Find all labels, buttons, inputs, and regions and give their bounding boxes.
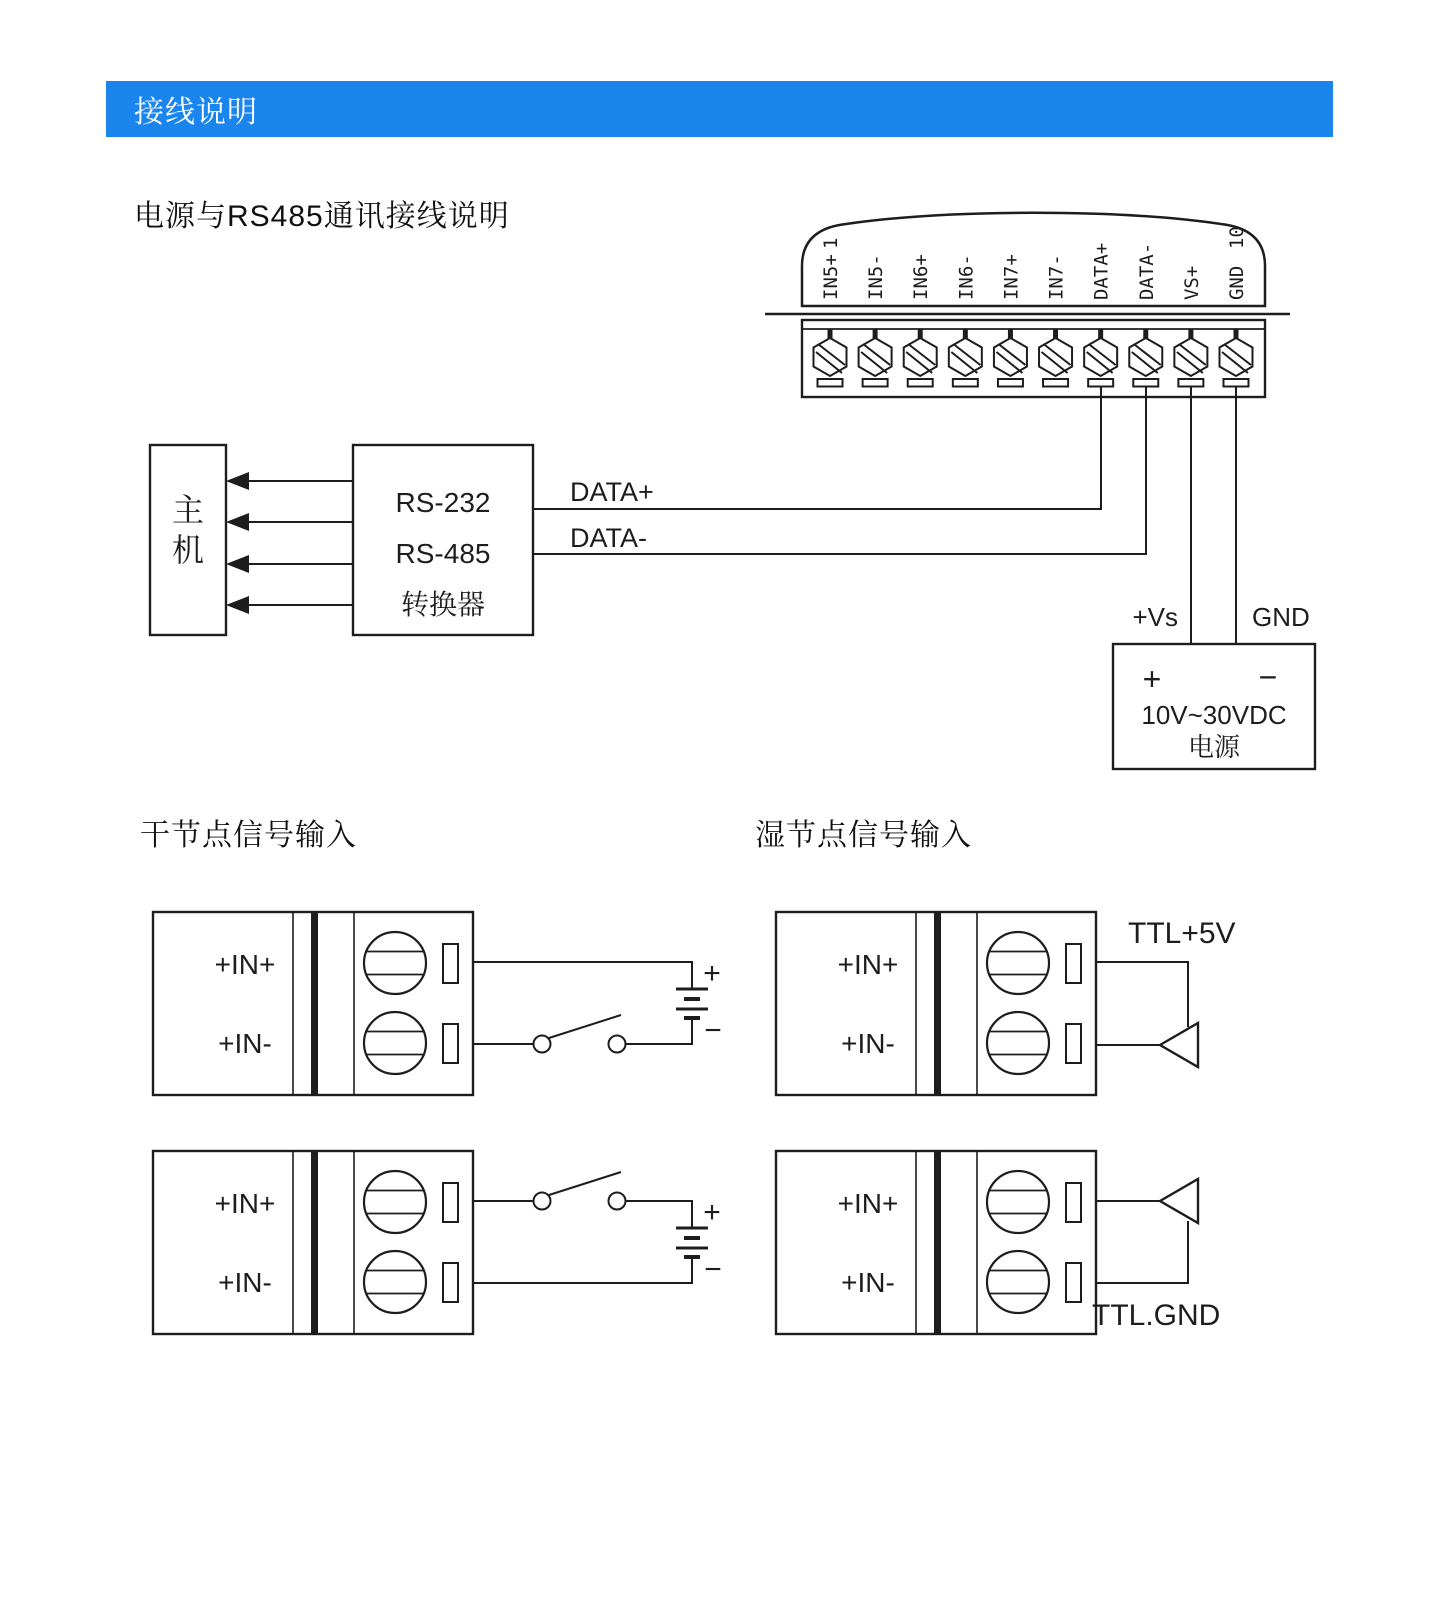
ttl-driver-icon xyxy=(1160,1179,1198,1223)
wire-clamp xyxy=(863,379,888,387)
rs485-wires xyxy=(533,386,1236,644)
in-plus-label: +IN+ xyxy=(837,949,899,980)
in-plus-label: +IN+ xyxy=(837,1188,899,1219)
pin-label: DATA+ xyxy=(1090,242,1113,300)
clamp-terminal xyxy=(443,1263,458,1302)
wire-clamp xyxy=(998,379,1023,387)
power-supply-box xyxy=(1113,644,1315,769)
clamp-terminal xyxy=(1066,1183,1081,1222)
wire-clamp xyxy=(1088,379,1113,387)
battery-minus-label: − xyxy=(704,1253,722,1286)
pin-label: GND xyxy=(1225,265,1248,300)
screw-terminal-icon xyxy=(987,1012,1049,1074)
converter-box xyxy=(353,445,533,635)
screw-icon xyxy=(859,338,892,376)
screw-terminal-icon xyxy=(364,1171,426,1233)
block-divider-bar xyxy=(311,912,318,1095)
section-title-power-rs485: 电源与RS485通讯接线说明 xyxy=(134,200,510,233)
wire-clamp xyxy=(953,379,978,387)
ttl-driver-icon xyxy=(1160,1023,1198,1067)
arrow-left-icon xyxy=(226,555,353,573)
data-minus-label: DATA- xyxy=(570,523,647,553)
clamp-terminal xyxy=(1066,944,1081,983)
converter-label-2: RS-485 xyxy=(395,538,491,569)
arrow-left-icon xyxy=(226,513,353,531)
circuit-wires xyxy=(1096,1201,1188,1283)
dry-contact-block-2 xyxy=(153,1151,722,1334)
screw-icon xyxy=(1219,338,1252,376)
power-name-label: 电源 xyxy=(1187,732,1241,762)
power-plus-label: + xyxy=(1142,661,1162,697)
pin-number-label: 1 xyxy=(820,237,842,249)
converter-label-3: 转换器 xyxy=(400,589,486,620)
clamp-terminal xyxy=(1066,1263,1081,1302)
clamp-terminal xyxy=(1066,1024,1081,1063)
in-plus-label: +IN+ xyxy=(214,1188,276,1219)
ttl-5v-label: TTL+5V xyxy=(1128,917,1236,950)
section-title-wet-contact: 湿节点信号输入 xyxy=(755,819,972,852)
block-divider-bar xyxy=(934,1151,941,1334)
battery-plus-label: + xyxy=(703,1196,721,1229)
screw-terminal-icon xyxy=(987,932,1049,994)
in-minus-label: +IN- xyxy=(841,1028,895,1059)
screw-icon xyxy=(1084,338,1117,376)
section-title-dry-contact: 干节点信号输入 xyxy=(140,819,357,852)
pin-label: VS+ xyxy=(1180,265,1203,300)
circuit-wires xyxy=(1096,962,1188,1045)
host-label-1: 主 xyxy=(171,492,205,528)
pin-label: IN6- xyxy=(955,254,978,300)
screw-icon xyxy=(949,338,982,376)
wire-clamp xyxy=(1043,379,1068,387)
wire-clamp xyxy=(1223,379,1248,387)
dry-contact-block-1 xyxy=(153,912,722,1095)
host-label-2: 机 xyxy=(171,532,205,568)
clamp-terminal xyxy=(443,1183,458,1222)
vs-label: +Vs xyxy=(1132,602,1178,632)
battery-plus-label: + xyxy=(703,957,721,990)
host-converter-arrows xyxy=(226,472,353,614)
ttl-gnd-label: TTL.GND xyxy=(1092,1299,1221,1332)
wire-clamp xyxy=(818,379,843,387)
power-minus-label: − xyxy=(1258,659,1278,695)
data-plus-label: DATA+ xyxy=(570,477,654,507)
in-minus-label: +IN- xyxy=(218,1267,272,1298)
power-voltage-label: 10V~30VDC xyxy=(1141,700,1287,730)
wire-clamp xyxy=(1178,379,1203,387)
clamp-terminal xyxy=(443,944,458,983)
pin-label: IN5- xyxy=(865,254,888,300)
screw-terminal-icon xyxy=(987,1171,1049,1233)
gnd-label: GND xyxy=(1252,602,1310,632)
pin-label: IN7+ xyxy=(1000,254,1023,300)
pin-label: IN7- xyxy=(1045,254,1068,300)
pin-label: IN5+ xyxy=(820,254,842,300)
screw-icon xyxy=(1174,338,1207,376)
wet-contact-block-1 xyxy=(776,912,1236,1095)
switch-icon xyxy=(534,1015,626,1053)
terminal-strip xyxy=(802,320,1265,397)
screw-icon xyxy=(1039,338,1072,376)
clamp-terminal xyxy=(443,1024,458,1063)
wet-contact-block-2 xyxy=(776,1151,1220,1334)
host-box xyxy=(150,445,226,635)
screw-icon xyxy=(994,338,1027,376)
battery-minus-label: − xyxy=(704,1014,722,1047)
screw-icon xyxy=(1129,338,1162,376)
screw-terminal-icon xyxy=(364,932,426,994)
arrow-left-icon xyxy=(226,472,353,490)
module-body xyxy=(765,213,1290,314)
screw-terminal-icon xyxy=(987,1251,1049,1313)
in-minus-label: +IN- xyxy=(218,1028,272,1059)
screw-icon xyxy=(904,338,937,376)
circuit-wires xyxy=(473,1201,692,1283)
wire-clamp xyxy=(1133,379,1158,387)
pin-number-label: 10 xyxy=(1225,226,1248,249)
page-title: 接线说明 xyxy=(134,96,258,129)
circuit-wires xyxy=(473,962,692,1044)
in-minus-label: +IN- xyxy=(841,1267,895,1298)
pin-label: IN6+ xyxy=(910,254,933,300)
screw-terminal-icon xyxy=(364,1012,426,1074)
block-divider-bar xyxy=(934,912,941,1095)
arrow-left-icon xyxy=(226,596,353,614)
screw-icon xyxy=(814,338,847,376)
wire-clamp xyxy=(908,379,933,387)
pin-label: DATA- xyxy=(1135,242,1158,300)
screw-terminal-icon xyxy=(364,1251,426,1313)
converter-label-1: RS-232 xyxy=(395,487,491,518)
in-plus-label: +IN+ xyxy=(214,949,276,980)
block-divider-bar xyxy=(311,1151,318,1334)
switch-icon xyxy=(534,1172,626,1210)
